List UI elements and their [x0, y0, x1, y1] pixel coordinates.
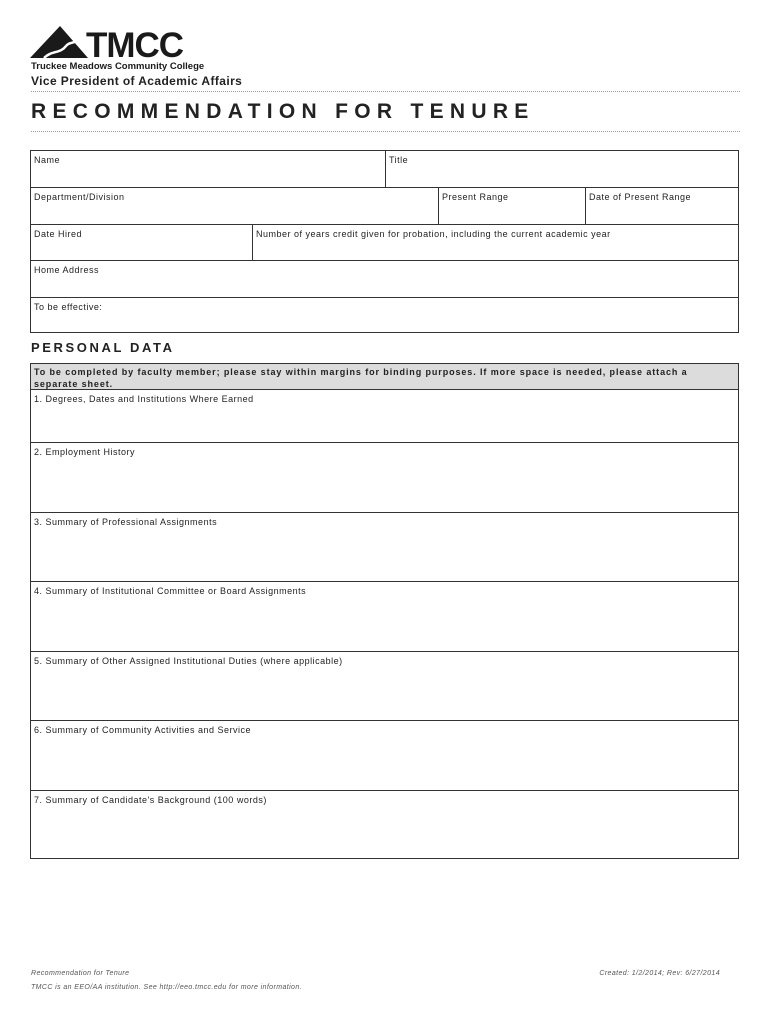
- section-heading: PERSONAL DATA: [31, 340, 175, 355]
- name-field[interactable]: [31, 151, 386, 187]
- tmcc-logo: [30, 24, 230, 78]
- info-row: [31, 225, 738, 261]
- home-address-field[interactable]: [31, 261, 738, 298]
- date-present-range-label: Date of Present Range: [589, 192, 692, 202]
- instruction-banner: [31, 364, 738, 390]
- logo-wordmark: TMCC: [86, 26, 184, 65]
- employment-history-field[interactable]: [31, 443, 738, 513]
- community-activities-field[interactable]: [31, 721, 738, 791]
- years-credit-label: Number of years credit given for probation, including the current academic year: [256, 229, 611, 239]
- logo-subtitle: Truckee Meadows Community College: [31, 61, 205, 72]
- item-label: 2. Employment History: [34, 447, 136, 457]
- office-name: Vice President of Academic Affairs: [31, 74, 243, 88]
- date-present-range-field[interactable]: [586, 188, 738, 224]
- professional-assignments-field[interactable]: [31, 513, 738, 582]
- info-table: [30, 150, 739, 333]
- mountain-logo-icon: [30, 24, 90, 60]
- footer-eeo-notice: TMCC is an EEO/AA institution. See http://eeo.tmcc.edu for more information.: [31, 984, 302, 991]
- item-label: 1. Degrees, Dates and Institutions Where Earned: [34, 394, 254, 404]
- date-hired-field[interactable]: [31, 225, 253, 260]
- item-label: 5. Summary of Other Assigned Institutional Duties (where applicable): [34, 656, 343, 666]
- divider: [31, 131, 740, 132]
- item-label: 4. Summary of Institutional Committee or Board Assignments: [34, 586, 307, 596]
- other-duties-field[interactable]: [31, 652, 738, 721]
- name-label: Name: [34, 155, 61, 165]
- effective-field[interactable]: [31, 298, 738, 332]
- instruction-text: To be completed by faculty member; please stay within margins for binding purposes. If more space is needed, please attach a separate sheet.: [34, 367, 688, 389]
- present-range-field[interactable]: [439, 188, 586, 224]
- info-row: [31, 151, 738, 188]
- effective-label: To be effective:: [34, 302, 103, 312]
- present-range-label: Present Range: [442, 192, 509, 202]
- committee-assignments-field[interactable]: [31, 582, 738, 652]
- info-row: [31, 188, 738, 225]
- title-field[interactable]: [386, 151, 738, 187]
- divider: [31, 91, 740, 92]
- item-label: 6. Summary of Community Activities and Service: [34, 725, 252, 735]
- home-address-label: Home Address: [34, 265, 100, 275]
- years-credit-field[interactable]: [253, 225, 738, 260]
- date-hired-label: Date Hired: [34, 229, 83, 239]
- department-label: Department/Division: [34, 192, 125, 202]
- title-label: Title: [389, 155, 409, 165]
- degrees-field[interactable]: [31, 390, 738, 443]
- footer-dates: Created: 1/2/2014; Rev: 6/27/2014: [599, 970, 720, 977]
- personal-data-table: [30, 363, 739, 859]
- item-label: 3. Summary of Professional Assignments: [34, 517, 218, 527]
- page-title: RECOMMENDATION FOR TENURE: [31, 100, 535, 123]
- footer-form-name: Recommendation for Tenure: [31, 970, 130, 977]
- candidate-background-field[interactable]: [31, 791, 738, 858]
- item-label: 7. Summary of Candidate's Background (100 words): [34, 795, 267, 805]
- department-field[interactable]: [31, 188, 439, 224]
